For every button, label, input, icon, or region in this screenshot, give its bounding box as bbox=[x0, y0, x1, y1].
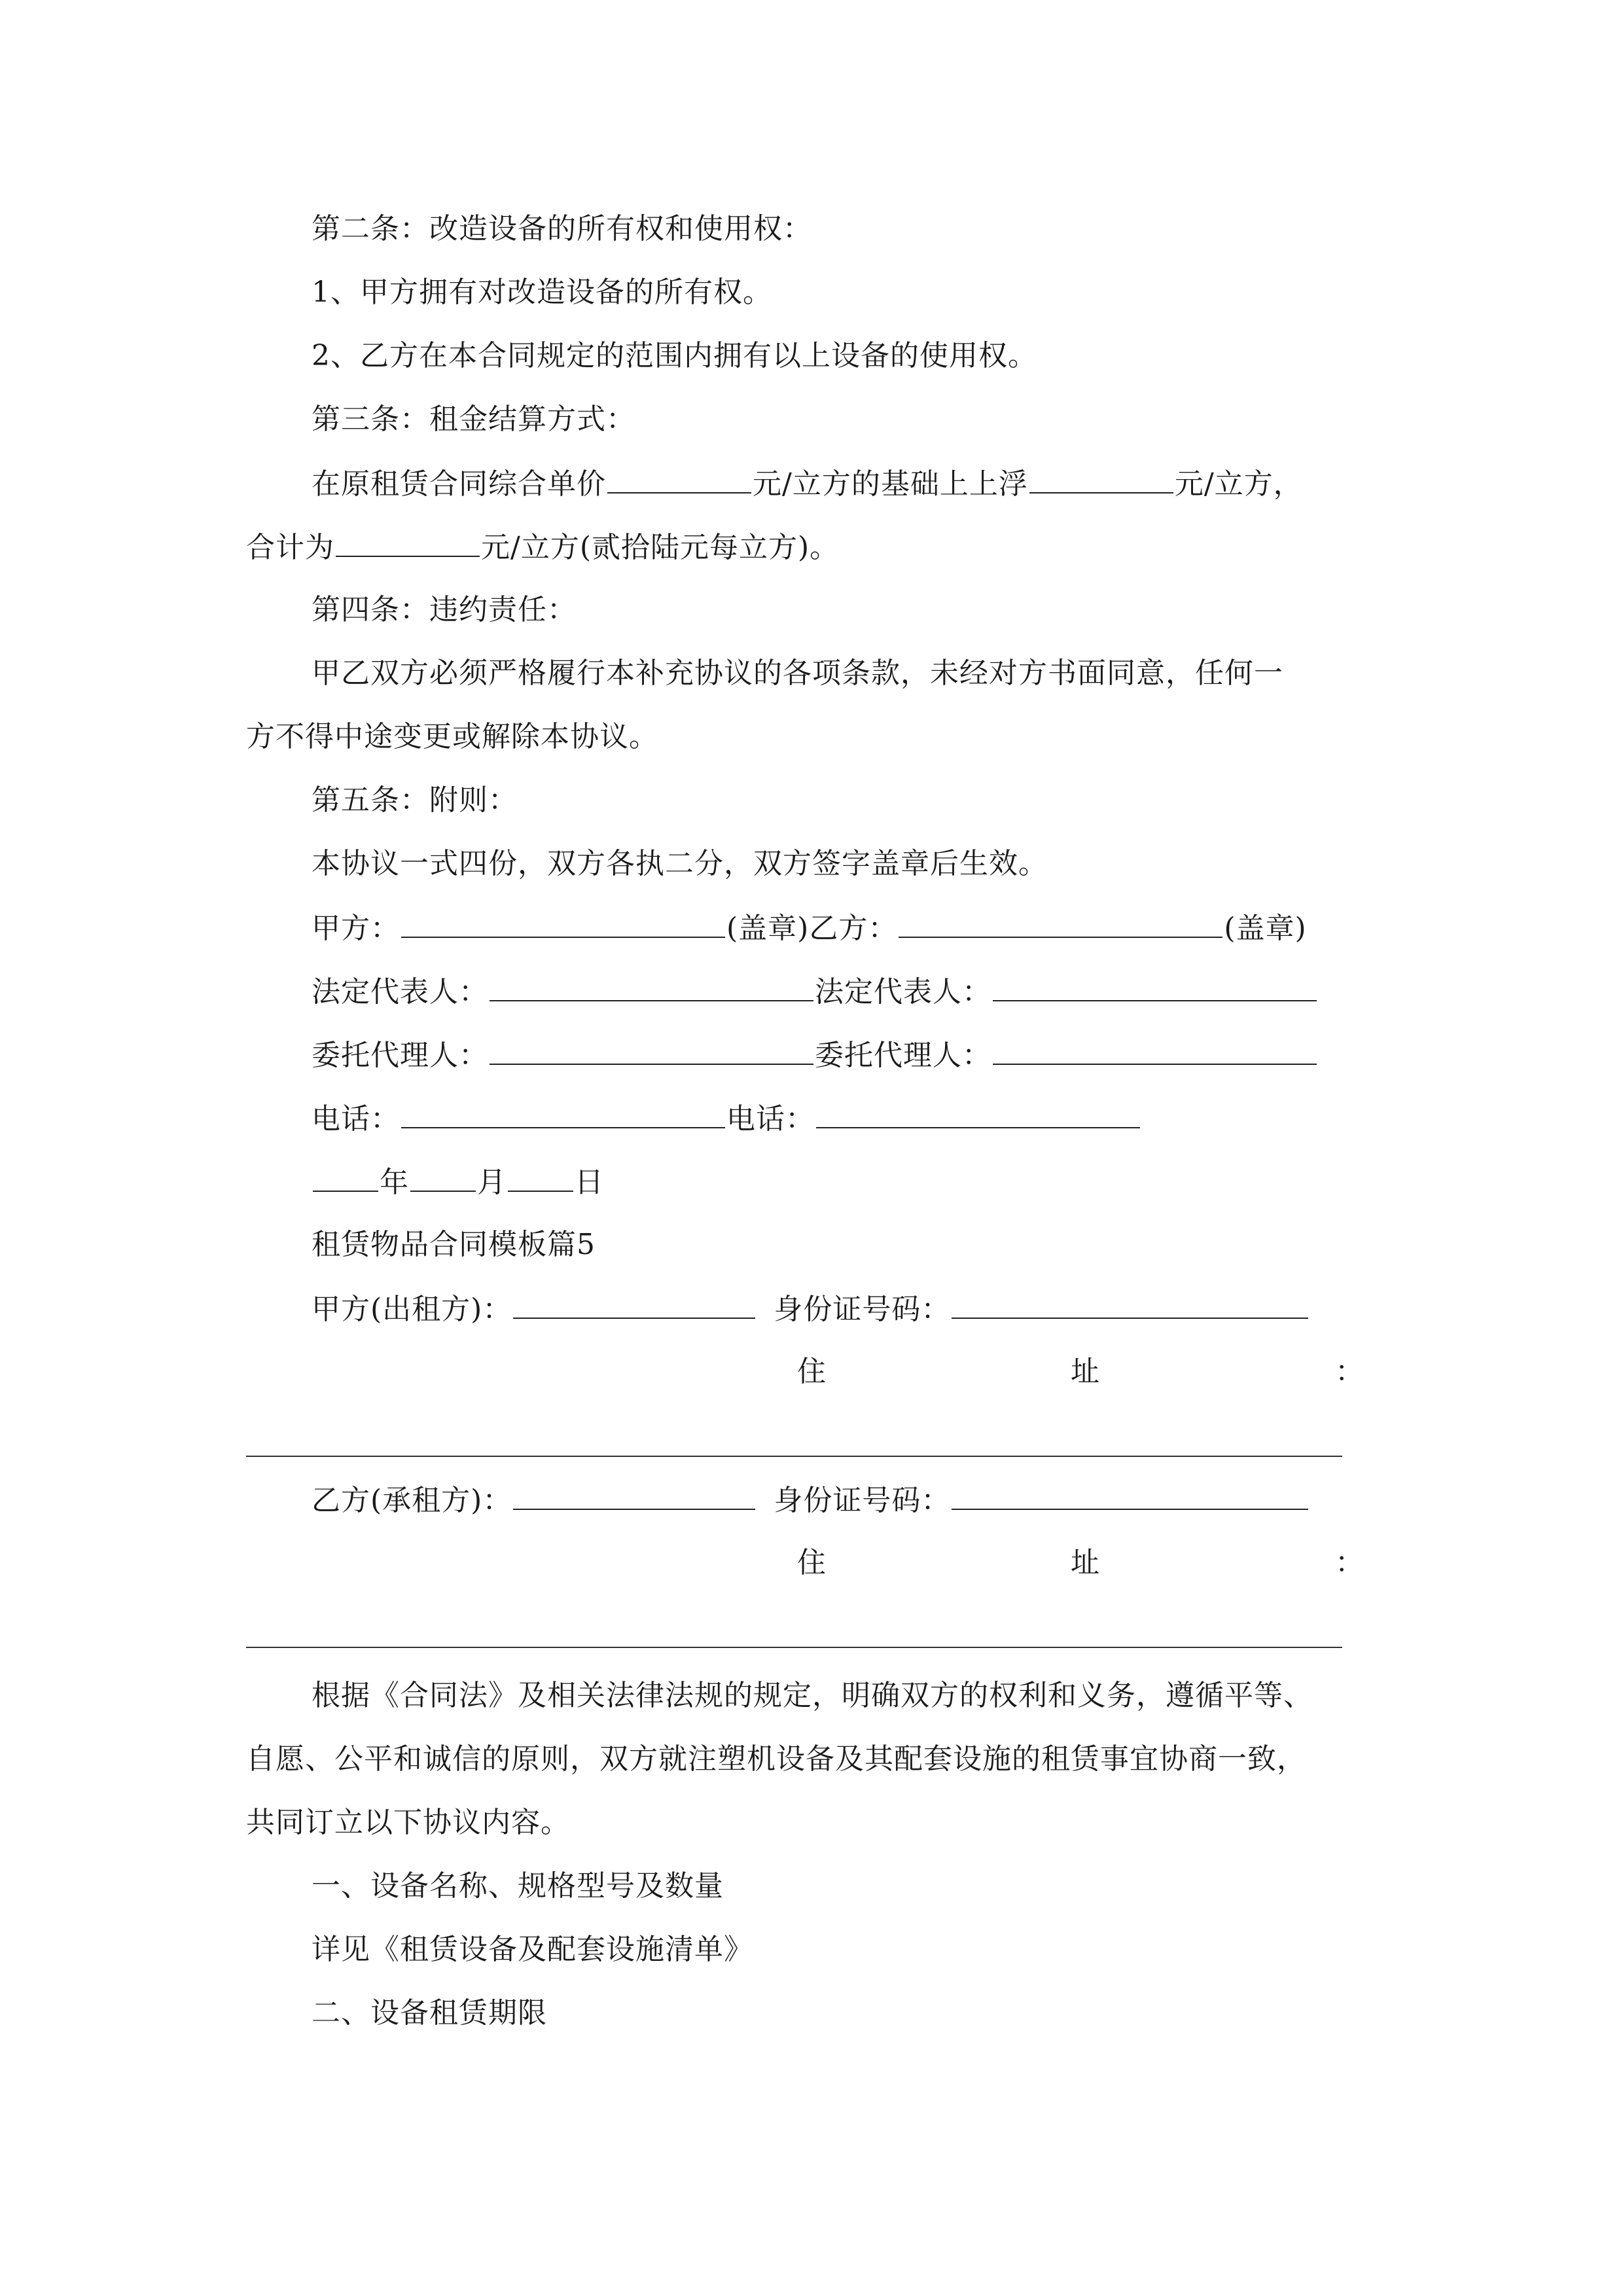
lessee-blank[interactable] bbox=[513, 1480, 755, 1510]
section-5-title: 租赁物品合同模板篇5 bbox=[312, 1228, 596, 1261]
lessee-address-zhi: 址 bbox=[1071, 1546, 1099, 1579]
article-2-item-2: 2、乙方在本合同规定的范围内拥有以上设备的使用权。 bbox=[312, 339, 1037, 372]
article-4-paragraph-line-2: 方不得中途变更或解除本协议。 bbox=[246, 720, 658, 753]
party-b-blank[interactable] bbox=[899, 908, 1222, 938]
art3-text-b: 元/立方的基础上上浮 bbox=[753, 467, 1028, 501]
phone-a-label: 电话： bbox=[312, 1102, 400, 1136]
article-4-paragraph-line-1: 甲乙双方必须严格履行本补充协议的各项条款，未经对方书面同意，任何一 bbox=[312, 656, 1283, 690]
agent-b-label: 委托代理人： bbox=[815, 1039, 991, 1072]
heading-1: 一、设备名称、规格型号及数量 bbox=[312, 1869, 724, 1903]
total-price-blank[interactable] bbox=[336, 527, 480, 557]
lessor-blank[interactable] bbox=[513, 1289, 755, 1319]
price-blank-1[interactable] bbox=[607, 463, 751, 493]
rep-b-blank[interactable] bbox=[993, 971, 1317, 1001]
lessee-address-colon: ： bbox=[1335, 1546, 1364, 1579]
lessor-address-zhi: 址 bbox=[1071, 1355, 1099, 1388]
year-label: 年 bbox=[380, 1166, 409, 1199]
art3-text-total: 合计为 bbox=[246, 531, 334, 564]
party-a-label: 甲方： bbox=[312, 912, 400, 945]
lessee-label: 乙方(承租方)： bbox=[312, 1484, 512, 1517]
article-3-title: 第三条：租金结算方式： bbox=[312, 403, 635, 436]
lessor-label: 甲方(出租方)： bbox=[312, 1293, 512, 1326]
lessee-address-zhu: 住 bbox=[797, 1546, 826, 1579]
rep-a-label: 法定代表人： bbox=[312, 975, 488, 1009]
lessee-address-blank[interactable] bbox=[246, 1647, 1342, 1648]
signature-representative-row bbox=[312, 971, 1318, 1012]
lessee-id-label: 身份证号码： bbox=[774, 1484, 951, 1517]
phone-b-label: 电话： bbox=[726, 1102, 815, 1136]
month-label: 月 bbox=[477, 1166, 507, 1199]
phone-b-blank[interactable] bbox=[816, 1098, 1140, 1128]
party-a-blank[interactable] bbox=[401, 908, 725, 938]
signature-agent-row bbox=[312, 1035, 1318, 1075]
heading-1-detail: 详见《租赁设备及配套设施清单》 bbox=[312, 1933, 753, 1966]
article-3-paragraph-line-1 bbox=[312, 463, 1303, 504]
year-blank[interactable] bbox=[313, 1162, 378, 1192]
art3-text-unit: 元/立方(贰拾陆元每立方)。 bbox=[481, 531, 840, 564]
lessor-row bbox=[312, 1289, 1310, 1329]
lessor-id-blank[interactable] bbox=[952, 1289, 1308, 1319]
lessee-row bbox=[312, 1480, 1310, 1520]
intro-paragraph-line-1: 根据《合同法》及相关法律法规的规定，明确双方的权利和义务，遵循平等、 bbox=[312, 1679, 1313, 1712]
lessor-address-blank[interactable] bbox=[246, 1456, 1342, 1457]
agent-a-blank[interactable] bbox=[490, 1035, 813, 1065]
signature-phone-row bbox=[312, 1098, 1141, 1139]
lessor-id-label: 身份证号码： bbox=[774, 1293, 951, 1326]
month-blank[interactable] bbox=[410, 1162, 476, 1192]
signature-party-row bbox=[312, 908, 1307, 948]
article-2-title: 第二条：改造设备的所有权和使用权： bbox=[312, 212, 812, 245]
lessee-id-blank[interactable] bbox=[952, 1480, 1308, 1510]
art3-text-c: 元/立方， bbox=[1174, 467, 1303, 501]
day-blank[interactable] bbox=[508, 1162, 573, 1192]
agent-b-blank[interactable] bbox=[993, 1035, 1317, 1065]
article-3-paragraph-line-2 bbox=[246, 527, 839, 567]
art3-text-a: 在原租赁合同综合单价 bbox=[312, 467, 606, 501]
lessor-address-zhu: 住 bbox=[797, 1355, 826, 1388]
article-5-title: 第五条：附则： bbox=[312, 783, 518, 817]
intro-paragraph-line-3: 共同订立以下协议内容。 bbox=[246, 1806, 570, 1839]
phone-a-blank[interactable] bbox=[401, 1098, 725, 1128]
article-4-title: 第四条：违约责任： bbox=[312, 593, 577, 626]
rep-b-label: 法定代表人： bbox=[815, 975, 991, 1009]
signature-date-row bbox=[312, 1162, 604, 1202]
heading-2: 二、设备租赁期限 bbox=[312, 1996, 547, 2030]
agent-a-label: 委托代理人： bbox=[312, 1039, 488, 1072]
article-2-item-1: 1、甲方拥有对改造设备的所有权。 bbox=[312, 276, 772, 309]
price-blank-2[interactable] bbox=[1029, 463, 1173, 493]
rep-a-blank[interactable] bbox=[490, 971, 813, 1001]
lessor-address-colon: ： bbox=[1335, 1355, 1364, 1388]
article-5-paragraph: 本协议一式四份，双方各执二分，双方签字盖章后生效。 bbox=[312, 847, 1048, 880]
seal-b-label: (盖章) bbox=[1224, 912, 1307, 945]
intro-paragraph-line-2: 自愿、公平和诚信的原则，双方就注塑机设备及其配套设施的租赁事宜协商一致， bbox=[246, 1742, 1306, 1776]
seal-a-label: (盖章)乙方： bbox=[726, 912, 898, 945]
day-label: 日 bbox=[575, 1166, 604, 1199]
